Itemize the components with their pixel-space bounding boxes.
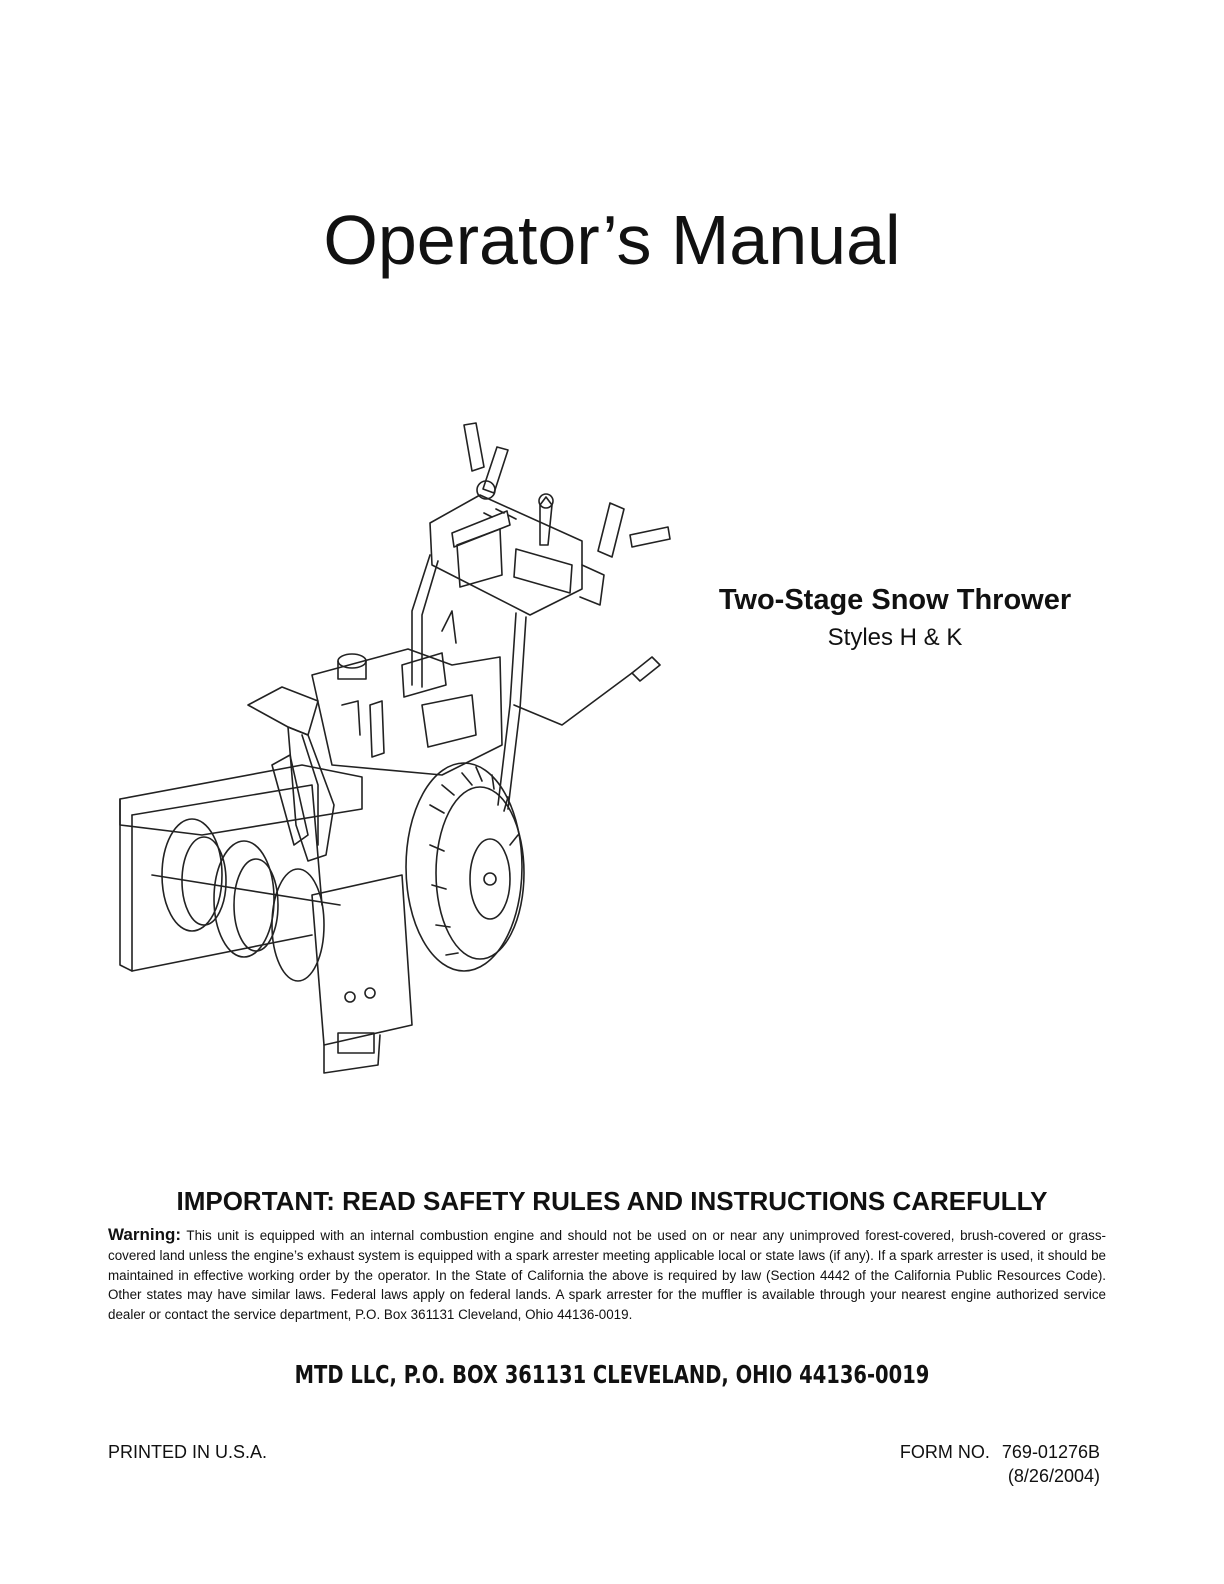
form-info [830, 1440, 1100, 1488]
form-date: (8/26/2004) [1007, 1466, 1100, 1486]
product-block [690, 580, 1100, 654]
product-styles: Styles H & K [827, 624, 963, 651]
engine [312, 649, 502, 775]
auger-spirals [152, 819, 340, 981]
form-number: 769-01276B [1001, 1442, 1100, 1462]
auger-housing [120, 765, 412, 1073]
snow-thrower-illustration [112, 405, 692, 1095]
warning-label: Warning: [108, 1225, 182, 1244]
page-title: Operator’s Manual [323, 201, 901, 279]
warning-paragraph [108, 1225, 1106, 1325]
wheel [406, 763, 524, 971]
company-address: MTD LLC, P.O. BOX 361131 CLEVELAND, OHIO 44136-0019 [294, 1360, 930, 1389]
printed-in: PRINTED IN U.S.A. [108, 1442, 268, 1462]
handle-right-grip [598, 503, 670, 557]
form-number-label: FORM NO. [899, 1442, 990, 1462]
handle-left-grip [464, 423, 508, 499]
warning-text: This unit is equipped with an internal combustion engine and should not be used on or near any unimproved forest-covered, brush-covered or grass-covered land unless the engine’s exhaust system is equipped with a spark arrester meeting applicable local or state laws (if any). If a spark arrester is used, it should be maintained in effective working order by the operator. In the State of California the above is required by law (Section 4442 of the California Public Resources Code). Other states may have similar laws. Federal laws apply on federal lands. A spark arrester for the muffler is available through your nearest engine authorized service dealer or contact the service department, P.O. Box 361131 Cleveland, Ohio 44136-0019. [108, 1228, 1106, 1323]
product-name: Two-Stage Snow Thrower [718, 584, 1072, 616]
important-heading: IMPORTANT: READ SAFETY RULES AND INSTRUCTIONS CAREFULLY [176, 1186, 1048, 1216]
control-panel [430, 494, 604, 615]
